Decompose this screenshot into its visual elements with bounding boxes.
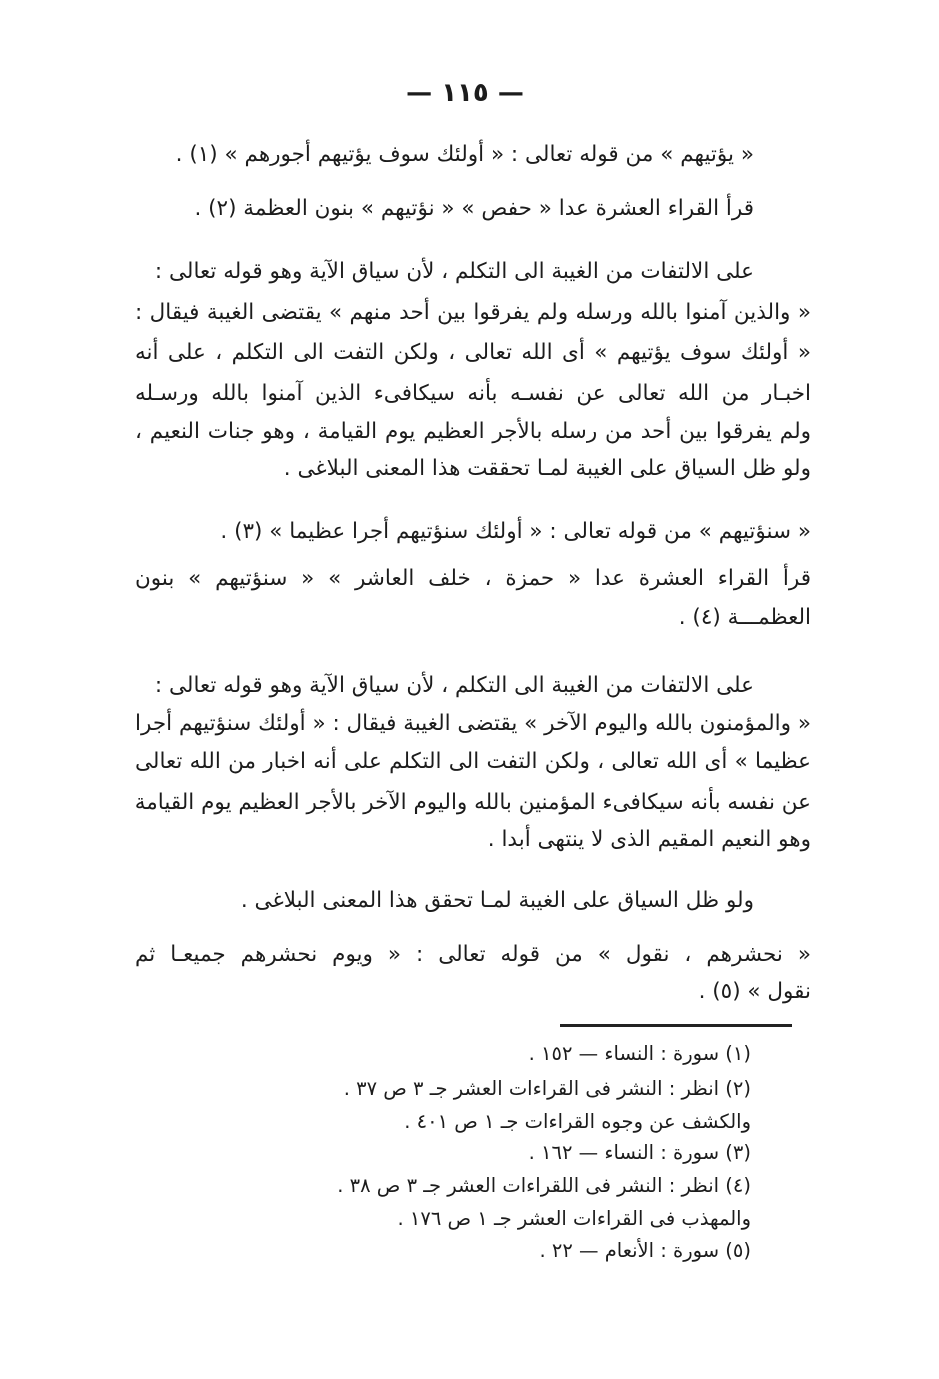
footnote: والمهذب فى القراءات العشر جـ ١ ص ١٧٦ .: [397, 1207, 751, 1230]
text-line: « أولئك سوف يؤتيهم » أى الله تعالى ، ولكن التفت الى التكلم ، على أنه: [135, 340, 811, 365]
text-line: قرأ القراء العشرة عدا « حفص » « نؤتيهم » بنون العظمة (٢) .: [194, 196, 754, 221]
text-line: على الالتفات من الغيبة الى التكلم ، لأن سياق الآية وهو قوله تعالى :: [154, 673, 754, 698]
footnote: (٢) انظر : النشر فى القراءات العشر جـ ٣ ص ٣٧ .: [343, 1077, 751, 1100]
text-line: على الالتفات من الغيبة الى التكلم ، لأن سياق الآية وهو قوله تعالى :: [154, 259, 754, 284]
footnote: (٥) سورة : الأنعام — ٢٢ .: [539, 1239, 751, 1262]
page-number: — ١١٥ —: [406, 78, 524, 108]
text-line: « سنؤتيهم » من قوله تعالى : « أولئك سنؤتيهم أجرا عظيما » (٣) .: [220, 519, 811, 544]
text-line: « والمؤمنون بالله واليوم الآخر » يقتضى الغيبة فيقال : « أولئك سنؤتيهم أجرا: [135, 711, 811, 736]
footnote: (٣) سورة : النساء — ١٦٢ .: [528, 1141, 751, 1164]
text-line: « يؤتيهم » من قوله تعالى : « أولئك سوف يؤتيهم أجورهم » (١) .: [175, 142, 754, 167]
footnote: والكشف عن وجوه القراءات جـ ١ ص ٤٠١ .: [404, 1110, 751, 1133]
text-line: « والذين آمنوا بالله ورسله ولم يفرقوا بين أحد منهم » يقتضى الغيبة فيقال :: [135, 300, 811, 325]
text-line: العظمـــة (٤) .: [678, 605, 811, 630]
text-line: عن نفسه بأنه سيكافىء المؤمنين بالله واليوم الآخر بالأجر العظيم يوم القيامة: [135, 790, 811, 815]
footnote-separator: [560, 1024, 792, 1027]
text-line: ولو ظل السياق على الغيبة لمـا تحقق هذا المعنى البلاغى .: [240, 888, 754, 913]
text-line: عظيما » أى الله تعالى ، ولكن التفت الى التكلم على أنه اخبار من الله تعالى: [135, 749, 811, 774]
text-line: ولو ظل السياق على الغيبة لمـا تحققت هذا المعنى البلاغى .: [283, 456, 811, 481]
text-line: نقول » (٥) .: [698, 979, 811, 1004]
text-line: ولم يفرقوا بين أحد من رسله بالأجر العظيم يوم القيامة ، وهو جنات النعيم ،: [135, 419, 811, 444]
footnote: (٤) انظر : النشر فى اللقراءات العشر جـ ٣ ص ٣٨ .: [337, 1174, 751, 1197]
text-line: « نحشرهم ، نقول » من قوله تعالى : « ويوم نحشرهم جميعـا ثم: [135, 942, 811, 967]
footnote: (١) سورة : النساء — ١٥٢ .: [528, 1042, 751, 1065]
text-line: اخبـار من الله تعالى عن نفسـه بأنه سيكافىء الذين آمنوا بالله ورسـله: [135, 381, 811, 406]
text-line: قرأ القراء العشرة عدا « حمزة ، خلف العاشر » « سنؤتيهم » بنون: [135, 566, 811, 591]
text-line: وهو النعيم المقيم الذى لا ينتهى أبدا .: [487, 827, 811, 852]
